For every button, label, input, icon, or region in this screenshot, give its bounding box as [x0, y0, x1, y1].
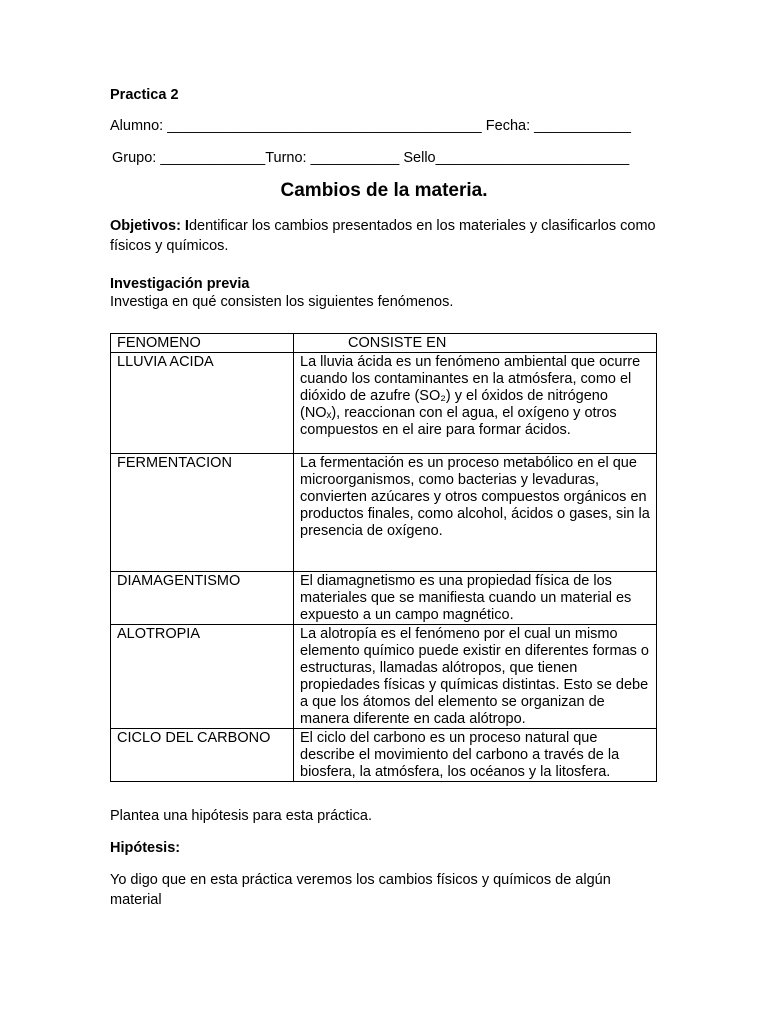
turno-line: ___________ [310, 150, 400, 166]
alumno-line: _______________________________________ [167, 118, 482, 134]
objectives-paragraph [110, 216, 656, 256]
table-row [111, 729, 657, 782]
grupo-label: Grupo: [112, 150, 157, 166]
header-fenomeno: FENOMENO [111, 334, 294, 353]
page-title: Cambios de la materia. [280, 180, 488, 201]
table-row [111, 454, 657, 572]
phenomenon-description: La lluvia ácida es un fenómeno ambiental que ocurre cuando los contaminantes en la atmósfera, como el dióxido de azufre (SO₂) y el óxidos de nitrógeno (NOₓ), reaccionan con el agua, el oxígeno y otros compuestos en el aire para formar ácidos. [294, 353, 657, 454]
hypothesis-label: Hipótesis: [110, 840, 181, 856]
phenomenon-description: El ciclo del carbono es un proceso natural que describe el movimiento del carbono a través de la biosfera, la atmósfera, los océanos y la litosfera. [294, 729, 657, 782]
grupo-row [112, 148, 629, 168]
table-header-row [111, 334, 657, 353]
phenomenon-description: La alotropía es el fenómeno por el cual un mismo elemento químico puede existir en diferentes formas o estructuras, llamadas alótropos, que tienen propiedades físicas y químicas distintas. Esto se debe a que los átomos del elemento se organizan de manera diferente en cada alótropo. [294, 625, 657, 729]
phenomenon-name: CICLO DEL CARBONO [111, 729, 294, 782]
hypothesis-prompt: Plantea una hipótesis para esta práctica. [110, 808, 372, 824]
table-row [111, 625, 657, 729]
turno-label: Turno: [265, 150, 307, 166]
alumno-label: Alumno: [110, 118, 164, 134]
sello-line: ________________________ [435, 150, 630, 166]
phenomena-table [110, 333, 657, 782]
fecha-line: ____________ [534, 118, 631, 134]
phenomenon-name: ALOTROPIA [111, 625, 294, 729]
phenomenon-description: La fermentación es un proceso metabólico en el que microorganismos, como bacterias y levaduras, convierten azúcares y otros compuestos orgánicos en productos finales, como alcohol, ácidos o gases, sin la presencia de oxígeno. [294, 454, 657, 572]
table-row [111, 353, 657, 454]
table-row [111, 572, 657, 625]
research-instruction: Investiga en qué consisten los siguientes fenómenos. [110, 294, 454, 310]
alumno-row [110, 116, 631, 136]
phenomenon-name: DIAMAGENTISMO [111, 572, 294, 625]
hypothesis-text: Yo digo que en esta práctica veremos los cambios físicos y químicos de algún material [110, 872, 611, 908]
sello-label: Sello [403, 150, 436, 166]
research-heading: Investigación previa [110, 276, 250, 292]
grupo-line: _____________ [160, 150, 266, 166]
fecha-label: Fecha: [485, 118, 531, 134]
header-consiste-en: CONSISTE EN [294, 334, 657, 353]
objectives-label: Objetivos: I [110, 218, 189, 234]
phenomenon-name: LLUVIA ACIDA [111, 353, 294, 454]
phenomenon-name: FERMENTACION [111, 454, 294, 572]
objectives-text: dentificar los cambios presentados en los materiales y clasificarlos como físicos y químicos. [110, 218, 656, 254]
phenomenon-description: El diamagnetismo es una propiedad física de los materiales que se manifiesta cuando un material es expuesto a un campo magnético. [294, 572, 657, 625]
practice-number: Practica 2 [110, 87, 179, 103]
